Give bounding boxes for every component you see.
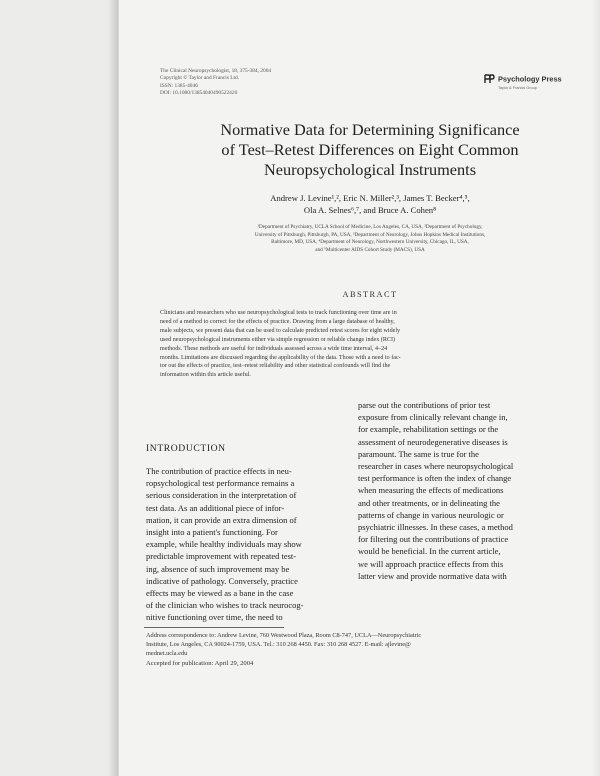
body-line: example, while healthy individuals may show [146, 539, 302, 550]
body-line: insight into a patient's functioning. For [146, 527, 278, 538]
author-line: Andrew J. Levine¹,², Eric N. Miller²,³, James T. Becker⁴,⁵, [270, 193, 470, 203]
title-line: Neuropsychological Instruments [263, 160, 477, 179]
title-line: of Test–Retest Differences on Eight Common [221, 140, 519, 159]
affiliation-line: and ⁵Multicenter AIDS Cohort Study (MACS), USA [315, 246, 425, 253]
body-line: patterns of change in various neurologic or [358, 509, 504, 520]
page-edge-shade [592, 0, 600, 776]
body-line: ropsychological test performance remains a [146, 478, 295, 489]
abstract-line: information within this article useful. [160, 372, 251, 379]
journal-line: DOI: 10.1080/13854040490522420 [160, 89, 238, 96]
abstract-line: used neuropsychological instruments either via simple regression or reliable change index (RCI) [160, 336, 396, 343]
body-line: researcher in cases where neuropsychological [358, 461, 514, 472]
footnote-divider [144, 627, 284, 628]
publisher-subtitle: Taylor & Francis Group [498, 86, 537, 90]
publisher-logo [484, 70, 594, 90]
body-line: nitive functioning over time, the need to [146, 612, 283, 623]
abstract-line: male subjects, we present data that can be used to calculate predicted retest scores for eight widely [160, 327, 401, 334]
abstract-line: months. Limitations are discussed regarding the applicability of the data. Those with a need to fac- [160, 354, 401, 361]
abstract-line: tor out the effects of practice, test–retest reliability and other statistical confounds will find the [160, 363, 391, 370]
footnote-line: mednet.ucla.edu [146, 649, 188, 657]
body-line: of the clinician who wishes to track neurocog- [146, 600, 304, 611]
journal-line: The Clinical Neuropsychologist, 18, 375-384, 2004 [160, 68, 272, 74]
footnote-line: Address correspondence to: Andrew Levine, 760 Westwood Plaza, Room C8-747, UCLA—Neuropsychiatric [146, 632, 422, 639]
abstract-line: Clinicians and researchers who use neuropsychological tests to track functioning over time are in [160, 310, 397, 316]
body-line: predictable improvement with repeated test- [146, 551, 297, 562]
journal-citation [160, 68, 360, 97]
affiliation-line: ¹Department of Psychiatry, UCLA School of Medicine, Los Angeles, CA, USA, ²Department of Psychology, [257, 224, 483, 230]
author-line: Ola A. Selnes⁶,⁷, and Bruce A. Cohen⁸ [303, 205, 437, 215]
psychology-press-icon [484, 74, 495, 84]
previous-page-bleed [0, 0, 119, 776]
abstract-body [160, 309, 580, 380]
body-line: ing, absence of such improvement may be [146, 563, 290, 574]
body-line: paramount. The same is true for the [358, 448, 479, 459]
body-line: and other treatments, or in delineating the [358, 497, 500, 508]
body-line: effects may be viewed as a bane in the case [146, 588, 294, 599]
body-line: test performance is often the index of change [358, 473, 512, 484]
body-line: psychiatric illnesses. In these cases, a method [358, 522, 513, 533]
affiliation-line: University of Pittsburgh, Pittsburgh, PA, USA, ³Department of Neurology, Johns Hopkins Medical Institutions, [254, 231, 486, 238]
body-line: mation, it can provide an extra dimension of [146, 514, 297, 525]
body-line: serious consideration in the interpretation of [146, 490, 297, 501]
author-list [168, 192, 572, 216]
body-line: we will approach practice effects from this [358, 558, 504, 569]
body-line: exposure from clinically relevant change in, [358, 412, 508, 423]
body-line: parse out the contributions of prior test [358, 400, 491, 410]
body-line: latter view and provide normative data with [358, 570, 507, 581]
introduction-heading: INTRODUCTION [146, 443, 226, 454]
body-line: when measuring the effects of medications [358, 485, 504, 496]
abstract-heading: ABSTRACT [342, 290, 398, 299]
body-line: test data. As an additional piece of infor- [146, 502, 285, 513]
body-line: indicative of pathology. Conversely, practice [146, 575, 298, 586]
journal-line: ISSN: 1385-4046 [160, 82, 198, 89]
body-line: The contribution of practice effects in neu- [146, 466, 292, 476]
accepted-date: Accepted for publication: April 29, 2004 [146, 660, 254, 667]
title-line: Normative Data for Determining Significance [220, 120, 520, 139]
footnote-line: Institute, Los Angeles, CA 90024-1759, USA. Tel.: 310 268 4450. Fax: 310 268 4527. E-mail: ajlevine@ [146, 640, 411, 648]
abstract-line: need of a method to correct for the effects of practice. Drawing from a large database of healthy, [160, 318, 395, 325]
publisher-name: Psychology Press [498, 74, 562, 84]
body-line: for filtering out the contributions of practice [358, 534, 509, 545]
left-column-text [146, 465, 350, 624]
correspondence-footnote [146, 632, 570, 659]
body-line: for example, rehabilitation settings or the [358, 424, 499, 435]
affiliation-line: Baltimore, MD, USA, ⁴Department of Neurology, Northwestern University, Chicago, IL, USA, [271, 239, 469, 246]
article-title [168, 120, 572, 180]
journal-line: Copyright © Taylor and Francis Ltd. [160, 75, 240, 82]
affiliations [160, 224, 580, 254]
body-line: would be beneficial. In the current article, [358, 546, 501, 557]
right-column-text [358, 399, 566, 582]
binding-shadow [108, 0, 119, 776]
abstract-line: methods. These methods are useful for individuals assessed across a wide time interval, 4–24 [160, 345, 388, 352]
body-line: assessment of neurodegenerative diseases is [358, 436, 508, 447]
